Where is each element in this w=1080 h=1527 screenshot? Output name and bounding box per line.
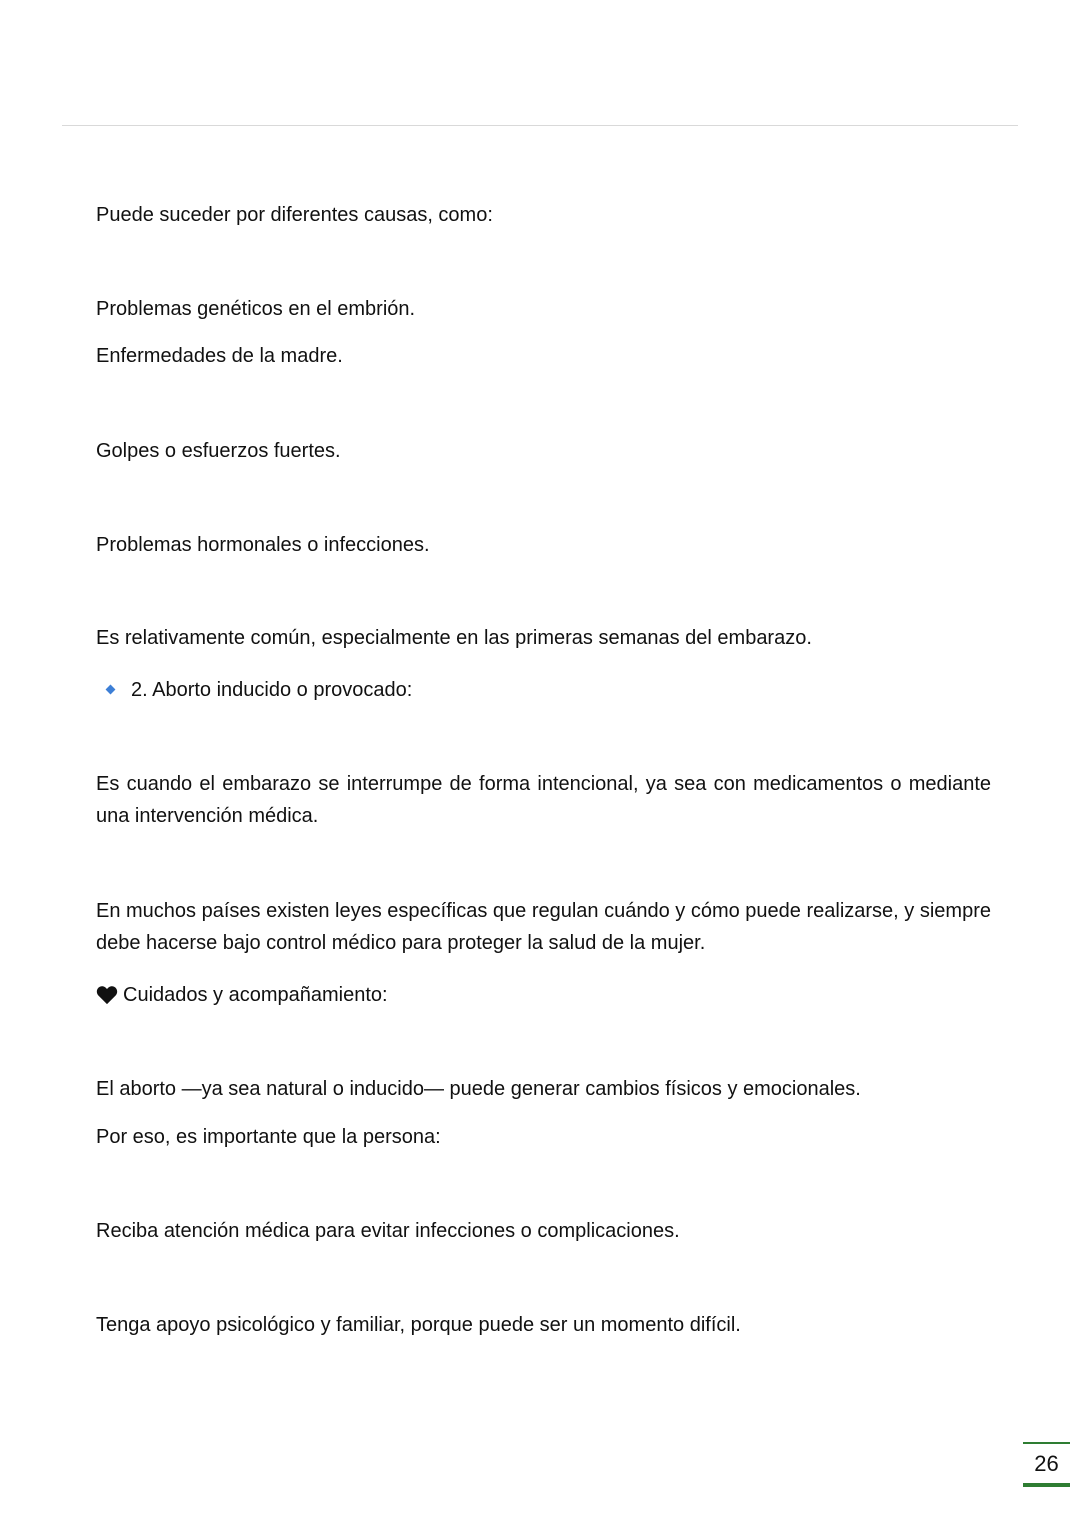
care-item: Tenga apoyo psicológico y familiar, porque puede ser un momento difícil. — [96, 1314, 741, 1336]
cause-item: Golpes o esfuerzos fuertes. — [96, 440, 341, 462]
care-item: Reciba atención médica para evitar infecciones o complicaciones. — [96, 1220, 680, 1242]
care-heading: Cuidados y acompañamiento: — [123, 984, 388, 1006]
diamond-bullet-icon — [106, 685, 116, 695]
heart-icon — [96, 985, 118, 1005]
cause-item: Problemas genéticos en el embrión. — [96, 298, 416, 320]
section2-paragraph: Es cuando el embarazo se interrumpe de forma intencional, ya sea con medicamentos o mediante una intervención médica. — [96, 773, 991, 827]
cause-item: Enfermedades de la madre. — [96, 345, 343, 367]
intro-text: Puede suceder por diferentes causas, como: — [96, 204, 493, 226]
care-paragraph: Por eso, es importante que la persona: — [96, 1126, 441, 1148]
care-paragraph: El aborto —ya sea natural o inducido— puede generar cambios físicos y emocionales. — [96, 1078, 861, 1100]
page-number: 26 — [1023, 1442, 1070, 1487]
cause-item: Problemas hormonales o infecciones. — [96, 534, 430, 556]
header-divider — [62, 125, 1018, 126]
common-note: Es relativamente común, especialmente en las primeras semanas del embarazo. — [96, 627, 812, 649]
section2-paragraph: En muchos países existen leyes específicas que regulan cuándo y cómo puede realizarse, y siempre debe hacerse bajo control médico para proteger la salud de la mujer. — [96, 900, 991, 954]
section2-heading: 2. Aborto inducido o provocado: — [131, 679, 413, 701]
